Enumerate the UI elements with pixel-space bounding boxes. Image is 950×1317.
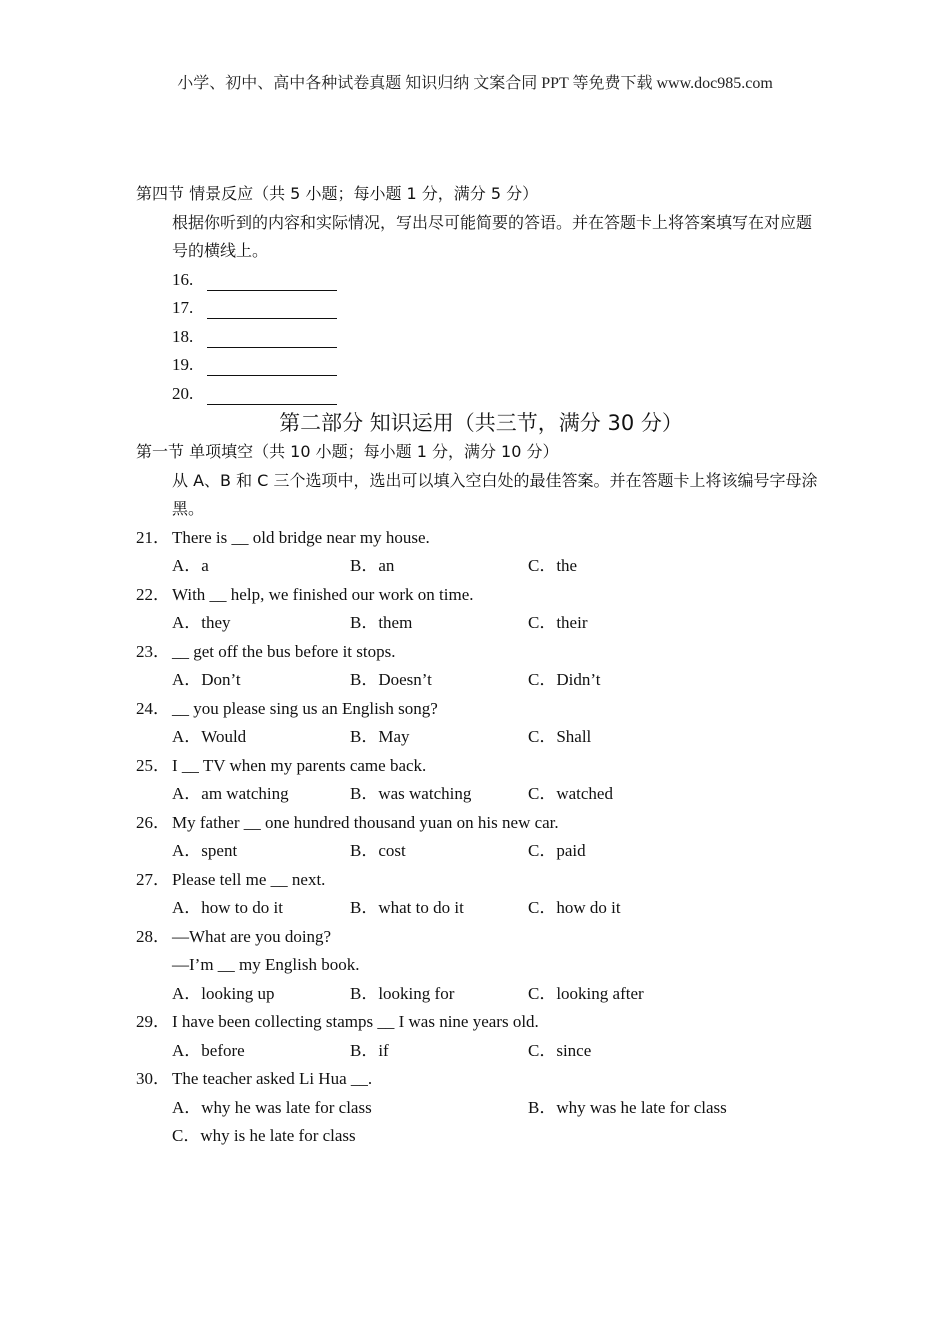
option-a: A．why he was late for class — [172, 1097, 372, 1117]
answer-line — [207, 298, 337, 319]
section1-title: 第一节 单项填空（共 10 小题；每小题 1 分，满分 10 分） — [136, 442, 559, 461]
question-options — [136, 980, 826, 1009]
question-options — [136, 1037, 826, 1066]
question-stem: 22． With __ help, we finished our work on time. — [136, 584, 474, 604]
question-options — [136, 666, 826, 695]
question-stem: 27． Please tell me __ next. — [136, 869, 326, 889]
answer-blank-17: 17. — [136, 294, 826, 323]
option-a: A．before — [172, 1040, 245, 1060]
option-a: A．how to do it — [172, 898, 283, 917]
option-a: A．Would — [172, 727, 247, 746]
option-b: B．May — [350, 727, 410, 746]
option-a: A．Don’t — [172, 670, 241, 689]
exam-content — [136, 180, 826, 1151]
option-b: B．looking for — [350, 983, 455, 1003]
option-c: C．the — [528, 556, 578, 575]
question-options — [136, 1094, 826, 1123]
section4-title: 第四节 情景反应（共 5 小题；每小题 1 分，满分 5 分） — [136, 184, 539, 203]
option-c: C．Didn’t — [528, 670, 601, 689]
question-stem: 30． The teacher asked Li Hua __. — [136, 1069, 373, 1088]
option-b: B．an — [350, 556, 395, 575]
question-stem: 28． —What are you doing? — [136, 926, 332, 946]
option-b: B．if — [350, 1040, 389, 1060]
option-b: B．what to do it — [350, 898, 464, 917]
option-a: A．am watching — [172, 784, 289, 803]
answer-blank-16: 16. — [136, 266, 826, 295]
question-options — [136, 894, 826, 923]
answer-blank-18: 18. — [136, 323, 826, 352]
option-b: B．was watching — [350, 784, 472, 803]
option-b: B．them — [350, 613, 413, 632]
section1-instruction: 从 A、B 和 C 三个选项中，选出可以填入空白处的最佳答案。并在答题卡上将该编号字母涂黑。 — [172, 470, 818, 518]
option-c: C．why is he late for class — [172, 1126, 356, 1145]
option-c: C．looking after — [528, 983, 644, 1003]
section4-instruction: 根据你听到的内容和实际情况，写出尽可能简要的答语。并在答题卡上将答案填写在对应题号的横线上。 — [172, 212, 813, 260]
question-options — [136, 552, 826, 581]
question-stem: 24． __ you please sing us an English song? — [136, 698, 438, 718]
question-options — [136, 609, 826, 638]
part2-title: 第二部分 知识运用（共三节，满分 30 分） — [279, 411, 683, 435]
option-a: A．a — [172, 556, 209, 575]
page-header: 小学、初中、高中各种试卷真题 知识归纳 文案合同 PPT 等免费下载 www.doc985.com — [177, 75, 773, 92]
answer-blank-19: 19. — [136, 351, 826, 380]
question-stem: 23． __ get off the bus before it stops. — [136, 641, 396, 661]
question-options — [136, 837, 826, 866]
option-c: C．since — [528, 1040, 592, 1060]
answer-blank-20: 20. — [136, 380, 826, 409]
question-stem: 21． There is __ old bridge near my house. — [136, 527, 430, 547]
question-options — [136, 780, 826, 809]
option-c: C．their — [528, 613, 588, 632]
option-a: A．spent — [172, 841, 238, 860]
option-b: B．Doesn’t — [350, 670, 432, 689]
option-c: C．watched — [528, 784, 613, 803]
answer-line — [207, 355, 337, 376]
question-stem: 25． I __ TV when my parents came back. — [136, 755, 427, 775]
answer-line — [207, 270, 337, 291]
question-stem-second-line: —I’m __ my English book. — [172, 955, 360, 974]
option-a: A．looking up — [172, 983, 275, 1003]
question-stem: 29． I have been collecting stamps __ I was nine years old. — [136, 1012, 539, 1031]
option-c: C．how do it — [528, 898, 621, 917]
option-a: A．they — [172, 613, 231, 632]
answer-line — [207, 384, 337, 405]
question-options — [136, 1122, 826, 1151]
option-b: B．cost — [350, 841, 406, 860]
question-options — [136, 723, 826, 752]
option-c: C．paid — [528, 841, 586, 860]
question-stem: 26． My father __ one hundred thousand yuan on his new car. — [136, 812, 559, 832]
option-b: B．why was he late for class — [528, 1097, 727, 1117]
answer-line — [207, 327, 337, 348]
option-c: C．Shall — [528, 727, 592, 746]
